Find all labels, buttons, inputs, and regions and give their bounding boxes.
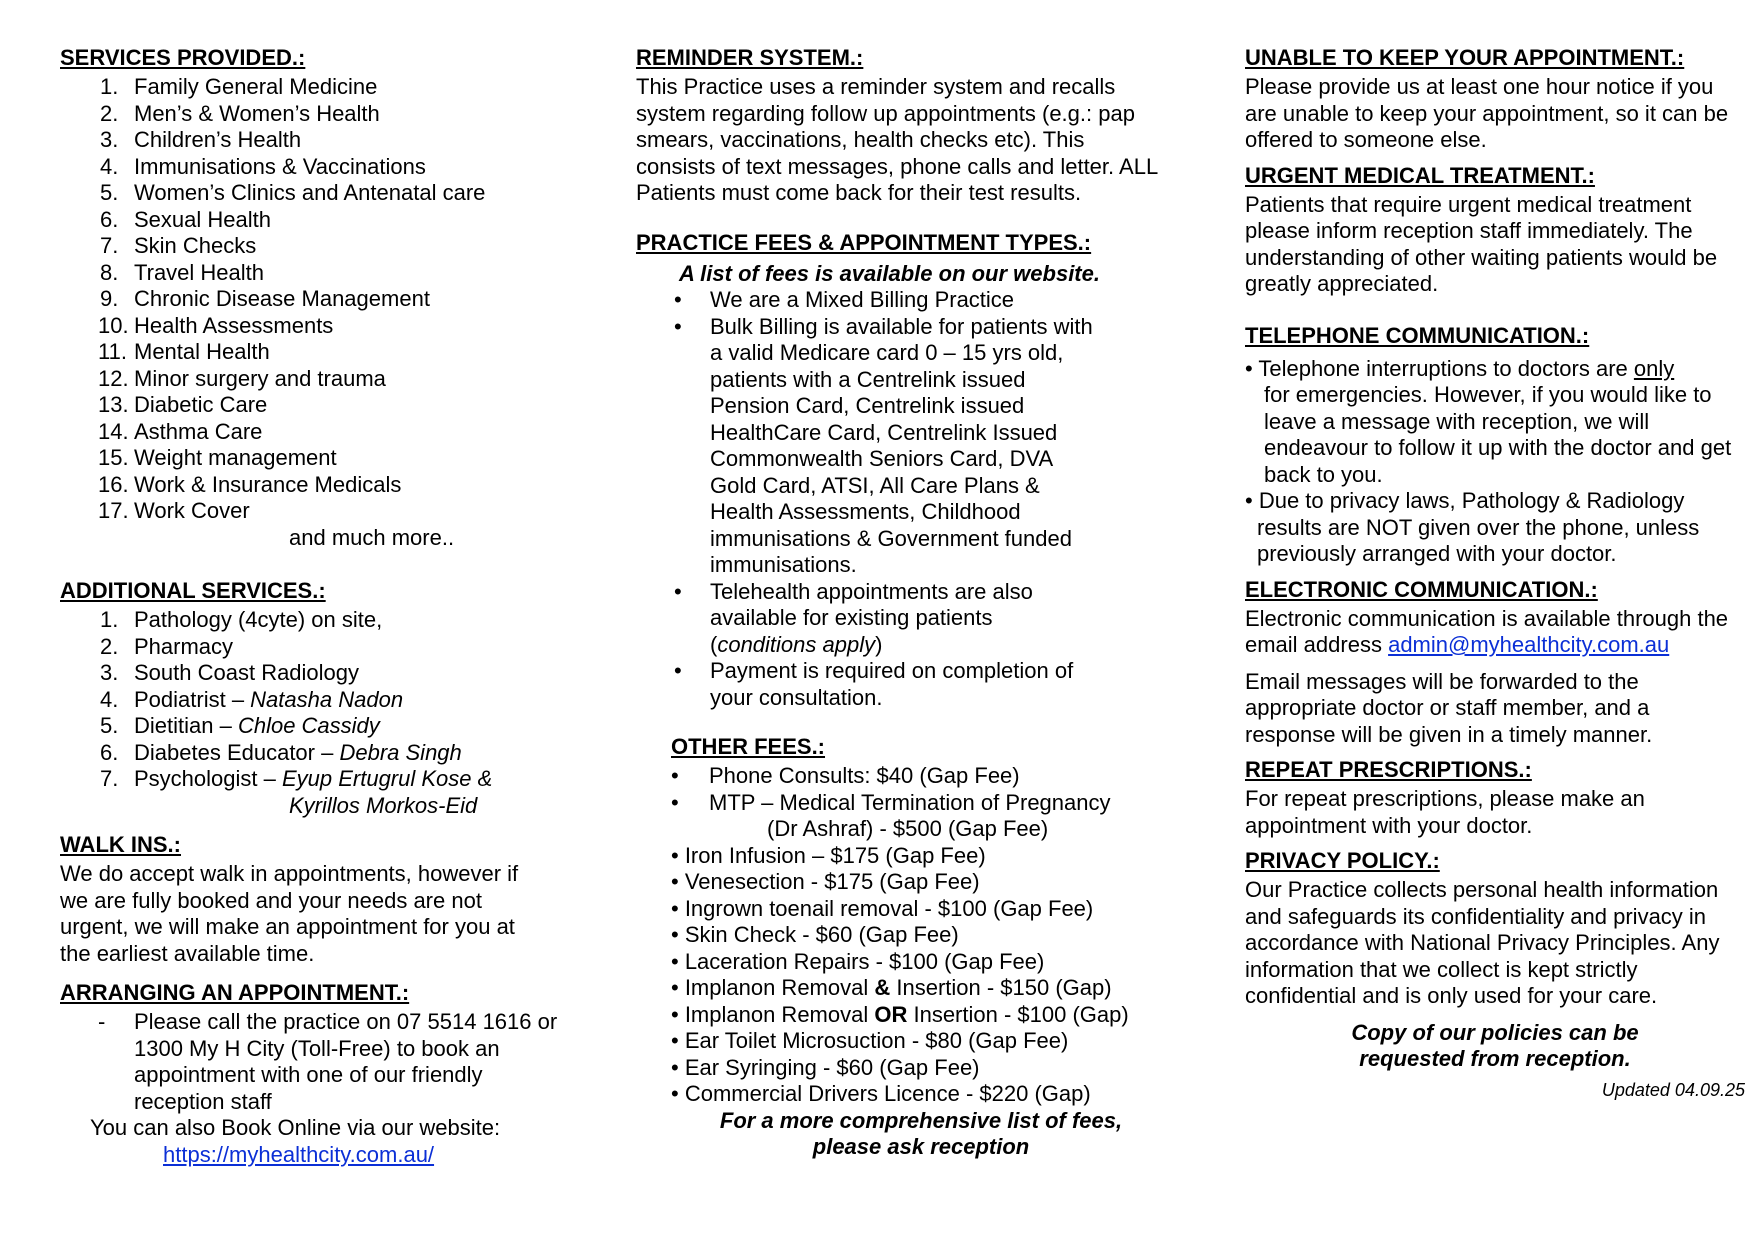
list-item: 5. Dietitian – Chloe Cassidy [100,713,380,738]
electronic-text-2: Email messages will be forwarded to the appropriate doctor or staff member, and a response will be given in a timely manner. [1245,668,1653,747]
privacy-text: Our Practice collects personal health information and safeguards its confidentiality and privacy in accordance with National Privacy Principles. Any information that we collect is kept strictly confidential and is only used for your care. [1245,877,1720,1008]
unable-text: Please provide us at least one hour notice if you are unable to keep your appointment, so it can be offered to someone else. [1245,74,1729,152]
website-link-wrap [60,1142,560,1169]
urgent-text: Patients that require urgent medical treatment please inform reception staff immediately. The understanding of other waiting patients would be greatly appreciated. [1245,191,1718,296]
list-item: 11. Mental Health [98,339,270,364]
list-item: • Iron Infusion – $175 (Gap Fee) [671,842,986,868]
telephone-item-2: • Due to privacy laws, Pathology & Radiology results are NOT given over the phone, unless previously arranged with your doctor. [1245,488,1700,566]
walkins-heading: WALK INS.: [60,832,181,857]
list-item: 1. Pathology (4cyte) on site, [100,607,383,632]
privacy-copy-1: Copy of our policies can be [1351,1019,1639,1045]
privacy-copy-2: requested from reception. [1359,1046,1631,1071]
additional-heading: ADDITIONAL SERVICES.: [60,578,326,603]
list-item: 7. Psychologist – Eyup Ertugrul Kose & [100,766,493,791]
list-item: 12. Minor surgery and trauma [98,365,386,391]
list-item: 15. Weight management [98,445,337,470]
other-fees-list [636,763,1166,1108]
list-item: • Laceration Repairs - $100 (Gap Fee) [671,948,1045,974]
electronic-heading: ELECTRONIC COMMUNICATION.: [1245,576,1598,602]
list-item: 3. Children’s Health [100,127,302,152]
list-item: 5. Women’s Clinics and Antenatal care [100,180,486,205]
list-item: • Commercial Drivers Licence - $220 (Gap) [671,1081,1091,1106]
fees-list [636,287,1101,711]
list-item: • We are a Mixed Billing Practice [674,287,1015,312]
repeat-text: For repeat prescriptions, please make an appointment with your doctor. [1245,786,1645,838]
repeat-heading: REPEAT PRESCRIPTIONS.: [1245,757,1532,782]
services-list [60,74,560,525]
list-item: • Venesection - $175 (Gap Fee) [671,869,980,894]
list-item: • Phone Consults: $40 (Gap Fee) [671,763,1020,788]
list-item: • MTP – Medical Termination of Pregnancy [671,789,1111,815]
electronic-text: Electronic communication is available through the email address admin@myhealthcity.com.au [1245,605,1729,657]
fees-footer-1: For a more comprehensive list of fees, [719,1107,1123,1133]
unable-heading: UNABLE TO KEEP YOUR APPOINTMENT.: [1245,45,1685,70]
list-item: • Bulk Billing is available for patients with a valid Medicare card 0 – 15 yrs old, patients with a Centrelink issued Pension Card, Centrelink issued HealthCare Card, Centrelink Issued Commonwealth Seniors Card, DVA Gold Card, ATSI, All Care Plans & Health Assessments, Childhood immunisations & Government funded immunisations. [674,313,1093,577]
list-item: (Dr Ashraf) - $500 (Gap Fee) [767,816,1049,841]
additional-list [60,607,560,793]
list-item: • Implanon Removal OR Insertion - $100 (Gap) [671,1001,1129,1027]
website-link[interactable]: https://myhealthcity.com.au/ [163,1141,435,1167]
list-item: 4. Podiatrist – Natasha Nadon [100,686,404,712]
email-link[interactable]: admin@myhealthcity.com.au [1388,632,1670,657]
reminder-text: This Practice uses a reminder system and recalls system regarding follow up appointments (e.g.: pap smears, vaccinations, health checks etc). This consists of text messages, phone calls and letter. ALL Patients must come back for their test results. [636,74,1158,205]
list-item: • Skin Check - $60 (Gap Fee) [671,922,959,947]
updated-date: Updated 04.09.25 [1601,1079,1745,1100]
column-left [60,42,560,1168]
list-item: 7. Skin Checks [100,233,257,258]
list-item: 9. Chronic Disease Management [100,286,430,311]
list-item: 8. Travel Health [100,259,265,285]
list-item: 6. Sexual Health [100,206,271,232]
fees-heading: PRACTICE FEES & APPOINTMENT TYPES.: [636,229,1092,255]
list-item: 13. Diabetic Care [98,392,268,417]
other-fees-heading: OTHER FEES.: [671,734,826,759]
list-item: 2. Men’s & Women’s Health [100,100,380,126]
list-item: • Telehealth appointments are also available for existing patients (conditions apply) [674,578,1033,657]
list-item: • Ear Syringing - $60 (Gap Fee) [671,1054,980,1080]
additional-extra-name: Kyrillos Morkos-Eid [289,792,478,818]
list-item: 10. Health Assessments [98,312,334,338]
reminder-heading: REMINDER SYSTEM.: [636,45,864,70]
list-item: 16. Work & Insurance Medicals [98,471,402,497]
urgent-heading: URGENT MEDICAL TREATMENT.: [1245,162,1595,188]
arranging-item: - Please call the practice on 07 5514 1616 or 1300 My H City (Toll-Free) to book an appointment with one of our friendly reception staff [98,1009,558,1114]
column-right [1245,42,1745,1103]
list-item: 17. Work Cover [98,498,250,523]
list-item: 3. South Coast Radiology [100,660,360,685]
list-item: • Ear Toilet Microsuction - $80 (Gap Fee) [671,1028,1069,1053]
fees-footer-2: please ask reception [812,1134,1030,1159]
privacy-heading: PRIVACY POLICY.: [1245,848,1440,873]
telephone-heading: TELEPHONE COMMUNICATION.: [1245,322,1590,348]
list-item: 6. Diabetes Educator – Debra Singh [100,739,462,765]
list-item: • Payment is required on completion of your consultation. [674,658,1074,710]
list-item: 2. Pharmacy [100,633,234,659]
services-more: and much more.. [289,524,455,550]
walkins-text: We do accept walk in appointments, however if we are fully booked and your needs are not urgent, we will make an appointment for you at the earliest available time. [60,861,519,966]
list-item: 4. Immunisations & Vaccinations [100,153,426,179]
list-item: 1. Family General Medicine [100,74,378,99]
list-item: • Implanon Removal & Insertion - $150 (Gap) [671,975,1112,1000]
book-online-text: You can also Book Online via our website: [90,1115,501,1140]
services-heading: SERVICES PROVIDED.: [60,45,306,70]
list-item: • Ingrown toenail removal - $100 (Gap Fee) [671,895,1094,921]
telephone-item-1: • Telephone interruptions to doctors are only for emergencies. However, if you would like to leave a message with reception, we will endeavour to follow it up with the doctor and get back to you. [1245,355,1732,487]
fees-subtitle: A list of fees is available on our website. [679,260,1100,286]
arranging-heading: ARRANGING AN APPOINTMENT.: [60,980,410,1005]
column-middle [636,42,1166,1161]
list-item: 14. Asthma Care [98,418,263,444]
